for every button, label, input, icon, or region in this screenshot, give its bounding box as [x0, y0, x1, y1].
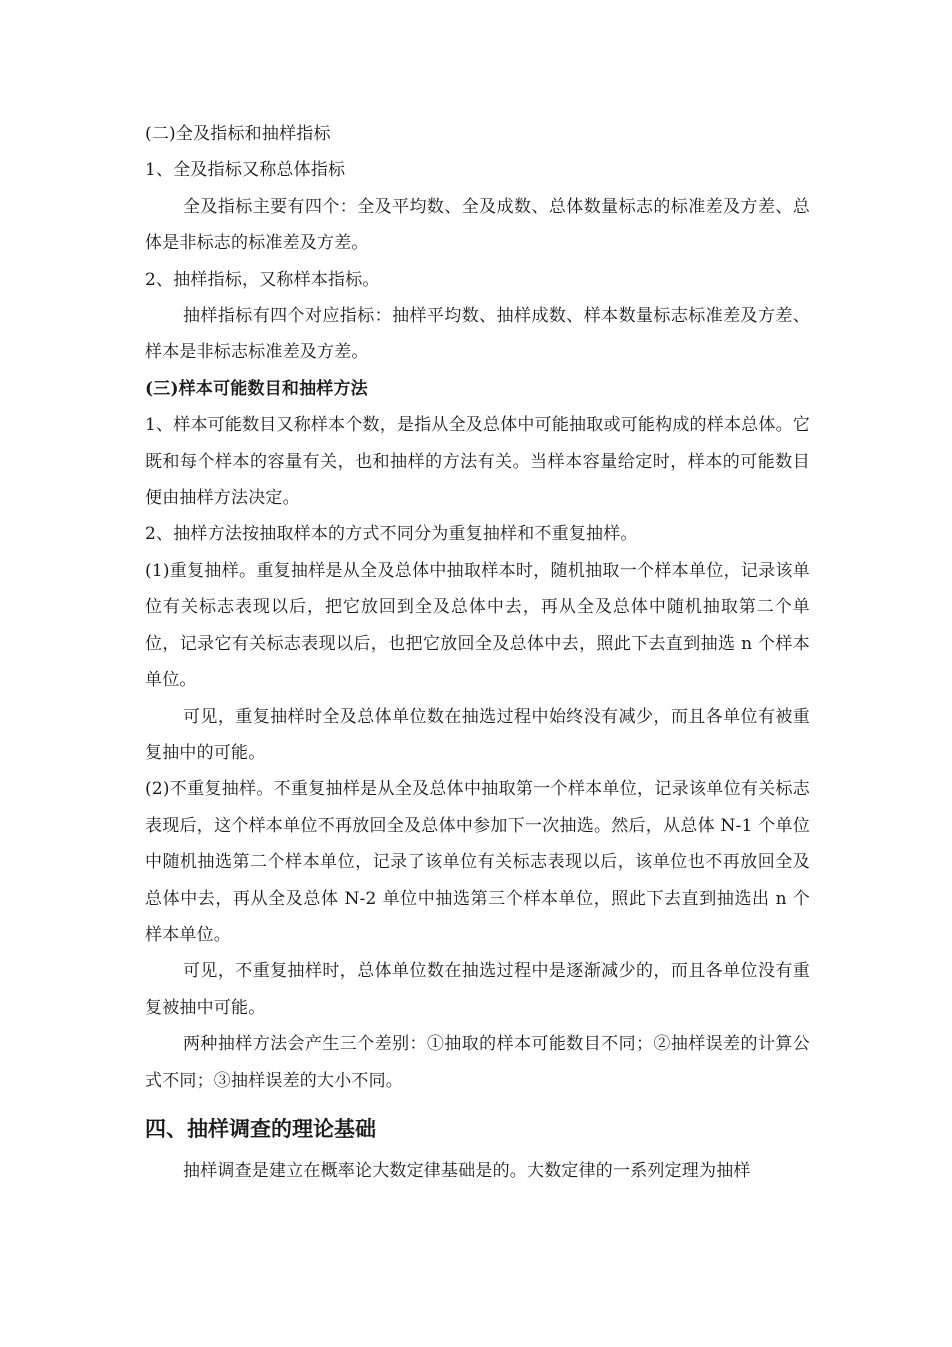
list-item: 2、抽样指标，又称样本指标。 — [145, 269, 380, 290]
document-body — [145, 116, 810, 1189]
paragraph: 抽样指标有四个对应指标：抽样平均数、抽样成数、样本数量标志标准差及方差、样本是非标志标准差及方差。 — [145, 306, 810, 363]
section-heading: 四、抽样调查的理论基础 — [145, 1116, 376, 1141]
subsection-title-bold: (三)样本可能数目和抽样方法 — [145, 378, 368, 399]
list-item: 2、抽样方法按抽取样本的方式不同分为重复抽样和不重复抽样。 — [145, 524, 638, 545]
paragraph: 可见，重复抽样时全及总体单位数在抽选过程中始终没有减少，而且各单位有被重复抽中的可能。 — [145, 706, 810, 763]
paragraph: 全及指标主要有四个：全及平均数、全及成数、总体数量标志的标准差及方差、总体是非标志的标准差及方差。 — [145, 196, 810, 254]
list-item: 1、全及指标又称总体指标 — [145, 160, 346, 181]
subsection-title: (二)全及指标和抽样指标 — [145, 124, 331, 144]
paragraph: 可见，不重复抽样时，总体单位数在抽选过程中是逐渐减少的，而且各单位没有重复被抽中可能。 — [145, 961, 810, 1018]
paragraph: 抽样调查是建立在概率论大数定律基础是的。大数定律的一系列定理为抽样 — [183, 1160, 751, 1181]
paragraph: (1)重复抽样。重复抽样是从全及总体中抽取样本时，随机抽取一个样本单位，记录该单位有关标志表现以后，把它放回到全及总体中去，再从全及总体中随机抽取第二个单位，记录它有关标志表现以后，也把它放回全及总体中去，照此下去直到抽选 n 个样本单位。 — [145, 560, 810, 691]
paragraph: 1、样本可能数目又称样本个数，是指从全及总体中可能抽取或可能构成的样本总体。它既和每个样本的容量有关，也和抽样的方法有关。当样本容量给定时，样本的可能数目便由抽样方法决定。 — [145, 415, 810, 509]
paragraph: (2)不重复抽样。不重复抽样是从全及总体中抽取第一个样本单位，记录该单位有关标志表现后，这个样本单位不再放回全及总体中参加下一次抽选。然后，从总体 N-1 个单位中随机抽选第二个样本单位，记录了该单位有关标志表现以后，该单位也不再放回全及总体中去，再从全及总体 N-2 单位中抽选第三个样本单位，照此下去直到抽选出 n 个样本单位。 — [145, 779, 810, 945]
paragraph: 两种抽样方法会产生三个差别：①抽取的样本可能数目不同；②抽样误差的计算公式不同；③抽样误差的大小不同。 — [145, 1034, 810, 1091]
